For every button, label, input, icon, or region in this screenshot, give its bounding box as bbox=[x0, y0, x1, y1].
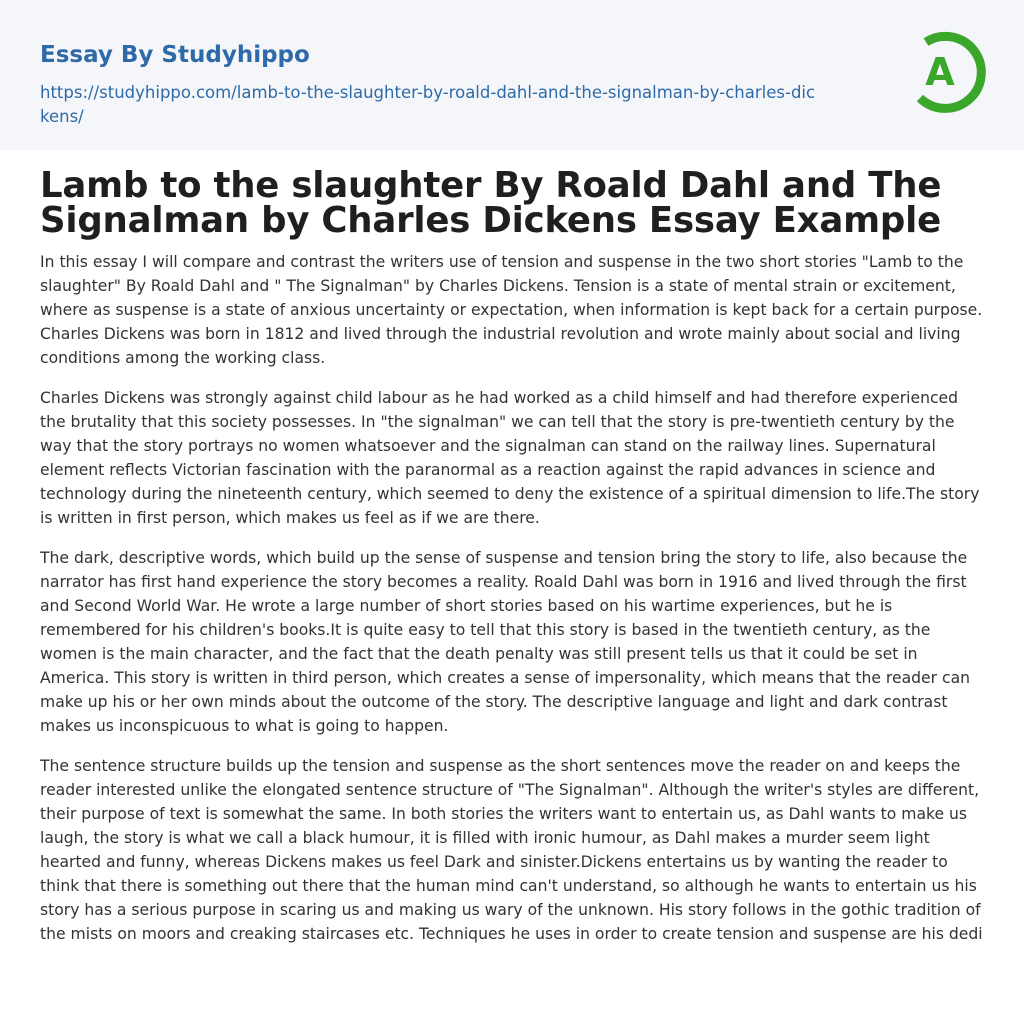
article-paragraph-2: Charles Dickens was strongly against child labour as he had worked as a child himself and had therefore experienced the brutality that this society possesses. In "the signalman" we can tell that the story is pre-twentieth century by the way that the story portrays no women whatsoever and the signalman can stand on the railway lines. Supernatural element reflects Victorian fascination with the paranormal as a reaction against the rapid advances in science and technology during the nineteenth century, which seemed to deny the existence of a spiritual dimension to life.The story is written in first person, which makes us feel as if we are there. bbox=[40, 389, 980, 527]
article-paragraph-4: The sentence structure builds up the tension and suspense as the short sentences move the reader on and keeps the reader interested unlike the elongated sentence structure of "The Signalman". Although the writer's styles are different, their purpose of text is somewhat the same. In both stories the writers want to entertain us, as Dahl wants to make us laugh, the story is what we call a black humour, it is filled with ironic humour, as Dahl makes a murder seem light hearted and funny, whereas Dickens makes us feel Dark and sinister.Dickens entertains us by wanting the reader to think that there is something out there that the human mind can't understand, so although he wants to entertain us his story has a serious purpose in scaring us and making us wary of the unknown. His story follows in the gothic tradition of the mists on moors and creaking staircases etc. Techniques he uses in order to create tension and suspense are his dedi bbox=[40, 757, 983, 943]
logo-letter: A bbox=[925, 50, 955, 94]
article bbox=[40, 165, 984, 962]
source-url-link[interactable]: https://studyhippo.com/lamb-to-the-slaughter-by-roald-dahl-and-the-signalman-by-charles-dickens/ bbox=[40, 83, 816, 126]
site-title[interactable]: Essay By Studyhippo bbox=[40, 42, 310, 68]
article-paragraph-3: The dark, descriptive words, which build up the sense of suspense and tension bring the story to life, also because the narrator has first hand experience the story becomes a reality. Roald Dahl was born in 1916 and lived through the first and Second World War. He wrote a large number of short stories based on his wartime experiences, but he is remembered for his children's books.It is quite easy to tell that this story is based in the twentieth century, as the women is the main character, and the fact that the death penalty was still present tells us that it could be set in America. This story is written in third person, which creates a sense of impersonality, which means that the reader can make up his or her own minds about the outcome of the story. The descriptive language and light and dark contrast makes us inconspicuous to what is going to happen. bbox=[40, 549, 971, 735]
article-title: Lamb to the slaughter By Roald Dahl and The Signalman by Charles Dickens Essay Example bbox=[40, 165, 942, 241]
article-paragraph-1: In this essay I will compare and contrast the writers use of tension and suspense in the two short stories "Lamb to the slaughter" By Roald Dahl and " The Signalman" by Charles Dickens. Tension is a state of mental strain or excitement, where as suspense is a state of anxious uncertainty or expectation, when information is kept back for a certain purpose. Charles Dickens was born in 1812 and lived through the industrial revolution and wrote mainly about social and living conditions among the working class. bbox=[40, 253, 983, 367]
studyhippo-logo-icon[interactable] bbox=[910, 28, 990, 118]
site-header bbox=[0, 0, 1024, 150]
